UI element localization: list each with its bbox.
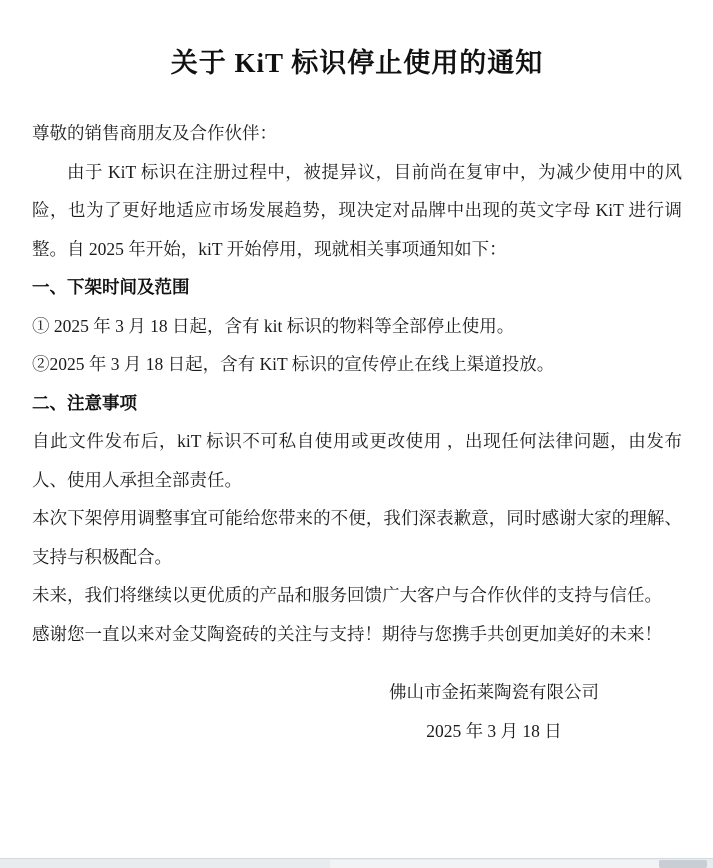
section-1-item-1: ① 2025 年 3 月 18 日起，含有 kit 标识的物料等全部停止使用。	[32, 315, 515, 336]
horizontal-scrollbar[interactable]	[0, 858, 713, 868]
greeting-line: 尊敬的销售商朋友及合作伙伴：	[32, 123, 277, 143]
signature-date: 2025 年 3 月 18 日	[426, 720, 562, 741]
section-2-heading: 二、注意事项	[32, 392, 137, 413]
document-title: 关于 KiT 标识停止使用的通知	[170, 48, 544, 78]
section-2-item-3: 未来，我们将继续以更优质的产品和服务回馈广大客户与合作伙伴的支持与信任。	[32, 585, 662, 605]
section-2-item-2: 本次下架停用调整事宜可能给您带来的不便，我们深表歉意，同时感谢大家的理解、支持与积极配合。	[32, 508, 682, 567]
scrollbar-track-segment	[330, 860, 660, 868]
section-1-heading: 一、下架时间及范围	[32, 277, 190, 297]
section-1-item-2: ②2025 年 3 月 18 日起，含有 KiT 标识的宣传停止在线上渠道投放。	[32, 354, 555, 374]
signature-block	[324, 673, 664, 750]
signature-company: 佛山市金拓莱陶瓷有限公司	[389, 682, 599, 702]
intro-paragraph: 由于 KiT 标识在注册过程中，被提异议，目前尚在复审中，为减少使用中的风险，也为了更好地适应市场发展趋势，现决定对品牌中出现的英文字母 KiT 进行调整。自 2025 年开始，kiT 开始停用，现就相关事项通知如下：	[32, 161, 682, 259]
section-2-item-1: 自此文件发布后，kiT 标识不可私自使用或更改使用 ，出现任何法律问题，由发布人、使用人承担全部责任。	[32, 431, 682, 490]
section-2-item-4: 感谢您一直以来对金艾陶瓷砖的关注与支持！期待与您携手共创更加美好的未来！	[32, 623, 662, 644]
scrollbar-thumb[interactable]	[659, 860, 707, 868]
